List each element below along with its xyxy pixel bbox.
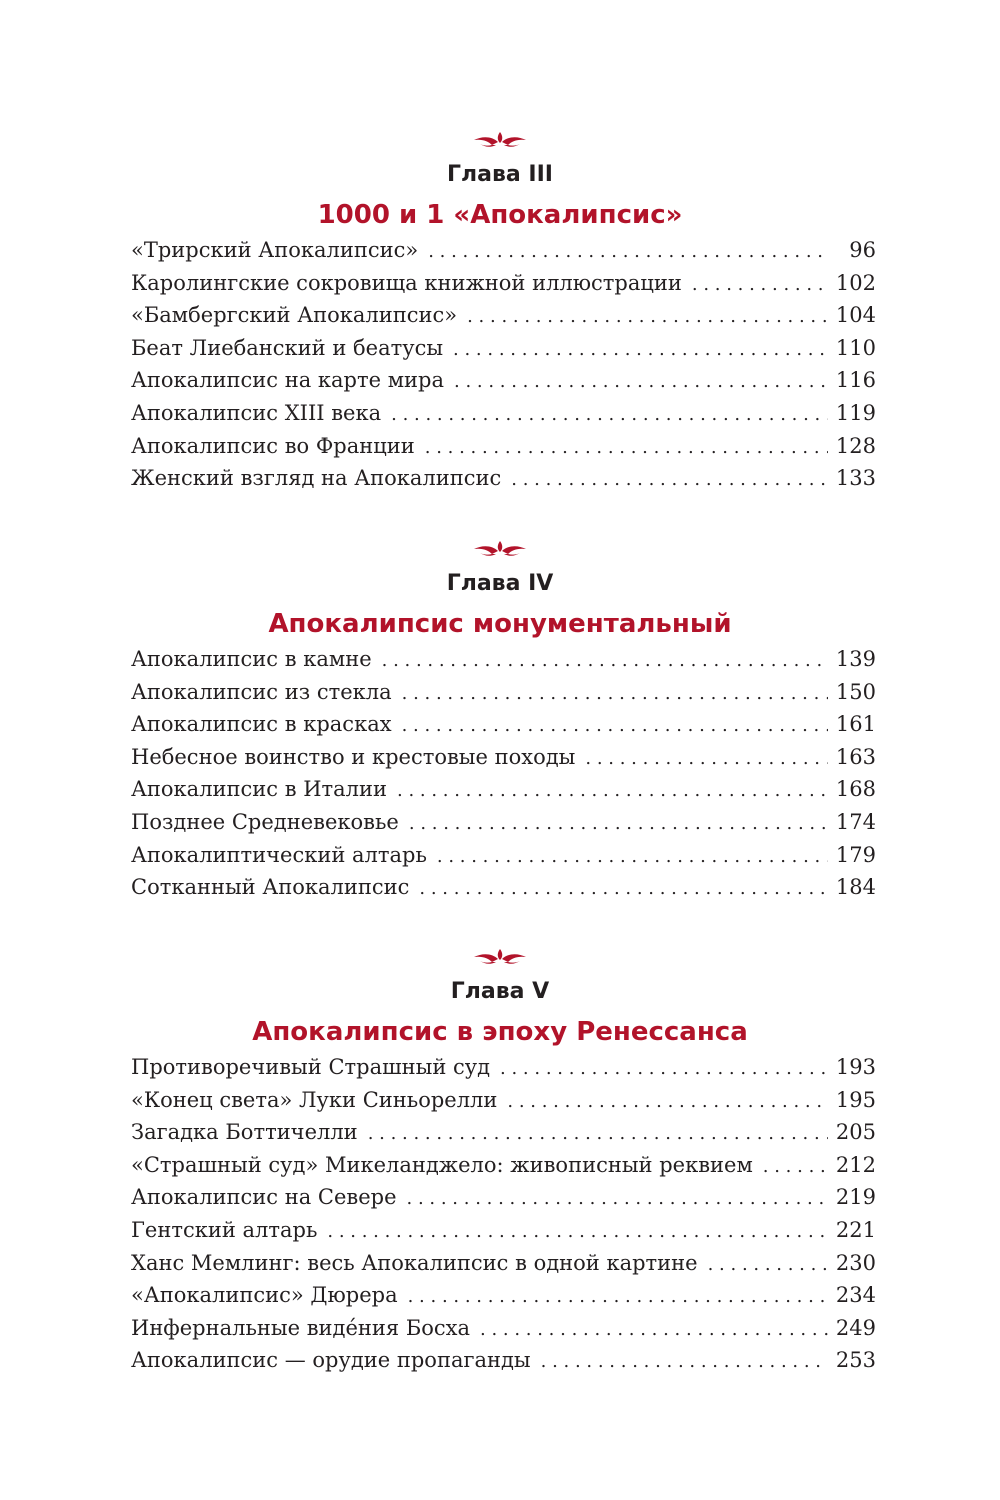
toc-entry[interactable] (131, 1214, 876, 1247)
toc-entry-title: Апокалиптический алтарь (131, 842, 427, 867)
toc-entry[interactable] (131, 871, 876, 904)
toc-entry-title: Апокалипсис в красках (131, 712, 392, 737)
toc-entry[interactable] (131, 1084, 876, 1117)
chapter-title: 1000 и 1 «Апокалипсис» (317, 200, 683, 230)
dot-leader (511, 464, 828, 495)
dot-leader (507, 1086, 828, 1117)
dot-leader (382, 645, 828, 676)
fleuron-icon (470, 945, 530, 965)
toc-entry-title: «Страшный суд» Микеланджело: живописный реквием (131, 1152, 753, 1177)
chapter-title: Апокалипсис монументальный (268, 609, 732, 639)
fleuron-icon (470, 537, 530, 557)
toc-entry-title: Сотканный Апокалипсис (131, 875, 410, 900)
toc-entry-page: 139 (835, 647, 876, 671)
toc-entry-title: Апокалипсис во Франции (131, 433, 415, 458)
toc-entry[interactable] (131, 1181, 876, 1214)
toc-entry-page: 168 (835, 777, 876, 802)
toc-entry-title: Апокалипсис — орудие пропаганды (131, 1348, 531, 1373)
toc-entry-title: Беат Лиебанский и беатусы (131, 335, 444, 360)
toc-entry-page: 234 (835, 1283, 876, 1308)
toc-entry-title: Апокалипсис из стекла (131, 679, 392, 704)
toc-entry-page: 102 (835, 270, 876, 295)
toc-entry[interactable] (131, 299, 876, 332)
dot-leader (397, 775, 828, 806)
chapter-title: Апокалипсис в эпоху Ренессанса (252, 1017, 748, 1047)
toc-entry-page: 221 (835, 1217, 876, 1242)
dot-leader (500, 1053, 828, 1084)
toc-entry[interactable] (131, 676, 876, 709)
toc-entry-page: 249 (835, 1315, 876, 1340)
toc-entry-page: 193 (835, 1055, 876, 1079)
dot-leader (541, 1346, 828, 1377)
toc-entry-title: Каролингские сокровища книжной иллюстрации (131, 270, 682, 295)
toc-entry-page: 230 (835, 1250, 876, 1275)
toc-list (131, 1051, 876, 1377)
toc-entry-title: Гентский алтарь (131, 1217, 318, 1242)
chapter-label: Глава IV (446, 571, 554, 596)
toc-entry-title: Апокалипсис в Италии (131, 777, 387, 802)
dot-leader (402, 710, 828, 741)
toc-entry-title: Инфернальные видéния Босха (131, 1315, 471, 1340)
toc-entry-page: 174 (835, 809, 876, 834)
toc-entry[interactable] (131, 332, 876, 365)
chapter-5 (0, 945, 1000, 1377)
toc-entry-page: 179 (835, 842, 876, 867)
dot-leader (480, 1314, 828, 1345)
dot-leader (419, 873, 828, 904)
toc-entry-title: Апокалипсис в камне (131, 647, 372, 671)
toc-entry-title: Загадка Боттичелли (131, 1120, 358, 1145)
toc-entry-title: «Бамбергский Апокалипсис» (131, 303, 458, 328)
toc-entry-page: 161 (835, 712, 876, 737)
toc-entry-title: Небесное воинство и крестовые походы (131, 744, 576, 769)
toc-entry-title: Позднее Средневековье (131, 809, 399, 834)
toc-entry-page: 150 (835, 679, 876, 704)
toc-entry-page: 110 (835, 335, 876, 360)
toc-entry[interactable] (131, 1344, 876, 1377)
dot-leader (428, 236, 828, 267)
dot-leader (368, 1118, 828, 1149)
chapter-3 (0, 128, 1000, 495)
toc-entry-page: 184 (835, 875, 876, 900)
toc-entry-page: 205 (835, 1120, 876, 1145)
dot-leader (453, 334, 828, 365)
toc-entry-title: «Апокалипсис» Дюрера (131, 1283, 398, 1308)
dot-leader (408, 1281, 828, 1312)
toc-entry-title: Апокалипсис на Севере (131, 1185, 397, 1210)
toc-entry[interactable] (131, 806, 876, 839)
dot-leader (708, 1249, 828, 1280)
toc-list (131, 234, 876, 495)
toc-entry-title: Апокалипсис на карте мира (131, 368, 445, 393)
toc-entry-title: Противоречивый Страшный суд (131, 1055, 491, 1079)
dot-leader (407, 1183, 828, 1214)
toc-entry[interactable] (131, 773, 876, 806)
chapter-4 (0, 537, 1000, 904)
dot-leader (391, 399, 828, 430)
toc-entry[interactable] (131, 462, 876, 495)
dot-leader (327, 1216, 828, 1247)
toc-entry-page: 116 (835, 368, 876, 393)
toc-entry[interactable] (131, 267, 876, 300)
toc-entry[interactable] (131, 741, 876, 774)
toc-entry-page: 119 (835, 400, 876, 425)
chapter-label: Глава III (447, 162, 553, 187)
toc-list (131, 643, 876, 904)
toc-entry-page: 195 (835, 1087, 876, 1112)
dot-leader (692, 269, 828, 300)
toc-entry[interactable] (131, 430, 876, 463)
toc-entry-page: 163 (835, 744, 876, 769)
dot-leader (402, 678, 828, 709)
toc-entry-title: Женский взгляд на Апокалипсис (131, 466, 502, 491)
toc-entry-title: «Конец света» Луки Синьорелли (131, 1087, 498, 1112)
toc-entry-page: 96 (849, 238, 876, 262)
dot-leader (437, 841, 828, 872)
toc-entry[interactable] (131, 1279, 876, 1312)
toc-entry-title: Ханс Мемлинг: весь Апокалипсис в одной картине (131, 1250, 698, 1275)
fleuron-icon (470, 128, 530, 148)
dot-leader (425, 432, 828, 463)
toc-entry-title: Апокалипсис XIII века (131, 400, 382, 425)
toc-entry[interactable] (131, 1116, 876, 1149)
toc-entry[interactable] (131, 708, 876, 741)
dot-leader (454, 366, 828, 397)
toc-entry-page: 253 (835, 1348, 876, 1373)
dot-leader (467, 301, 828, 332)
toc-entry-page: 212 (835, 1152, 876, 1177)
toc-entry-page: 104 (835, 303, 876, 328)
dot-leader (585, 743, 828, 774)
toc-entry[interactable] (131, 839, 876, 872)
toc-entry[interactable] (131, 234, 876, 267)
toc-entry-page: 219 (835, 1185, 876, 1210)
toc-entry-page: 133 (835, 466, 876, 491)
toc-entry[interactable] (131, 1149, 876, 1182)
toc-entry[interactable] (131, 1247, 876, 1280)
toc-entry-title: «Трирский Апокалипсис» (131, 238, 419, 262)
toc-entry-page: 128 (835, 433, 876, 458)
dot-leader (409, 808, 828, 839)
chapter-label: Глава V (450, 979, 550, 1004)
toc-entry[interactable] (131, 364, 876, 397)
dot-leader (763, 1151, 828, 1182)
toc-entry[interactable] (131, 643, 876, 676)
toc-entry[interactable] (131, 397, 876, 430)
toc-entry[interactable] (131, 1312, 876, 1345)
toc-entry[interactable] (131, 1051, 876, 1084)
